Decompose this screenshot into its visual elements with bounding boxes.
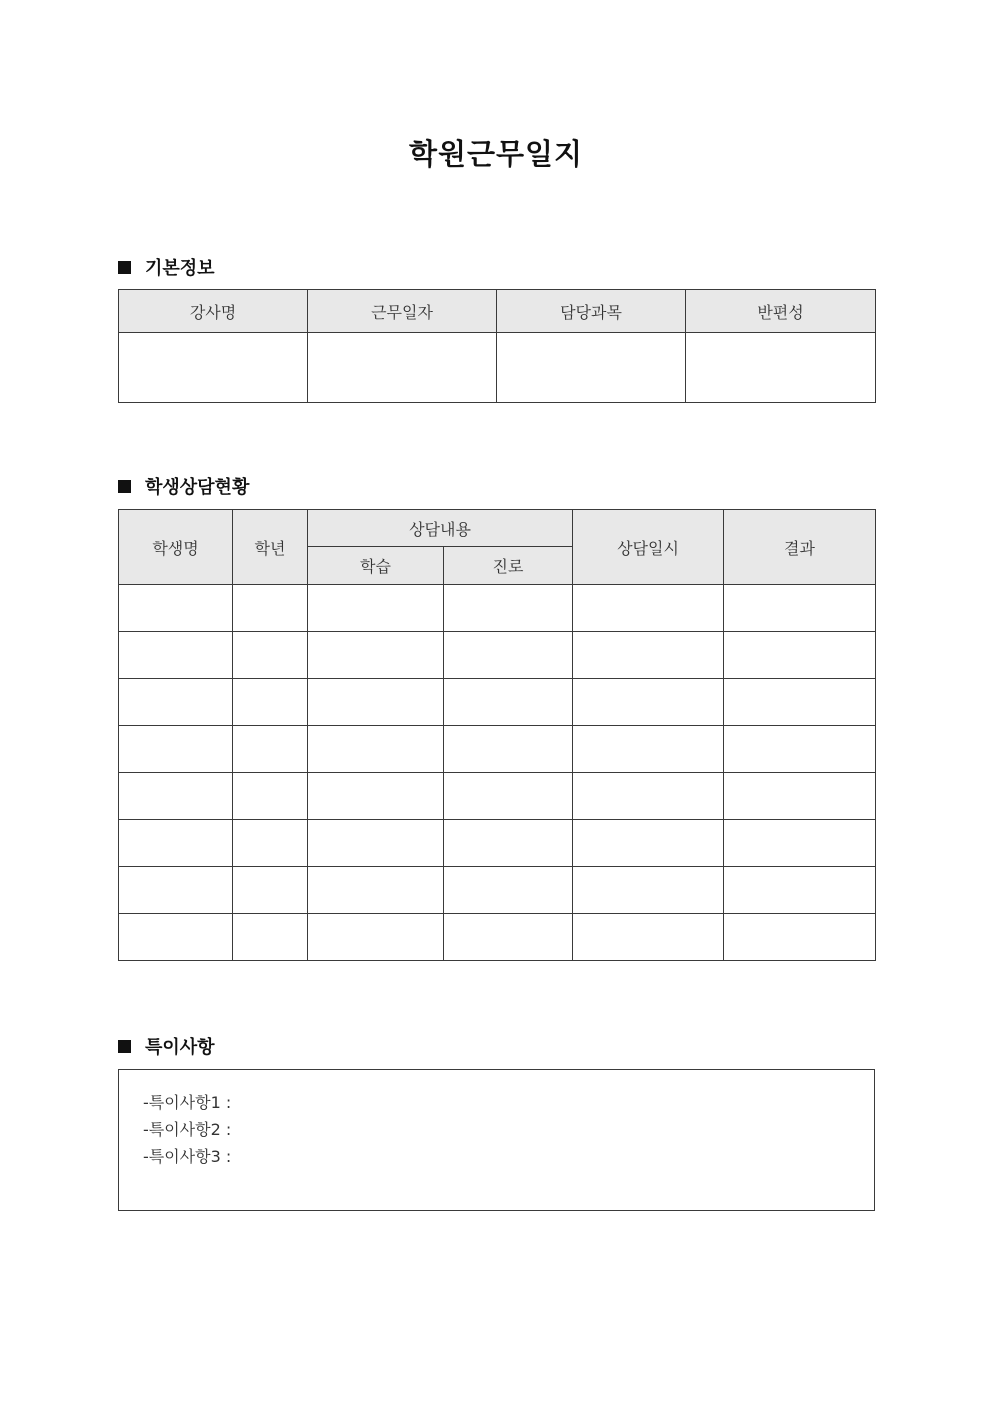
grade-cell[interactable]: [233, 679, 308, 726]
basic-info-heading-label: 기본정보: [145, 258, 215, 279]
header-counseling-content: 상담내용: [308, 510, 573, 547]
page-title: 학원근무일지: [408, 137, 584, 171]
counseling-rows: [119, 585, 876, 961]
header-student-name: 학생명: [119, 510, 233, 585]
table-row: [119, 632, 876, 679]
grade-cell[interactable]: [233, 914, 308, 961]
study-cell[interactable]: [308, 585, 444, 632]
instructor-name-cell[interactable]: [119, 333, 308, 403]
result-cell[interactable]: [724, 726, 876, 773]
counseling-heading: [118, 473, 249, 499]
career-cell[interactable]: [444, 632, 573, 679]
header-study: 학습: [308, 547, 444, 585]
note-line-2: -특이사항2 :: [143, 1120, 232, 1139]
student-name-cell[interactable]: [119, 773, 233, 820]
datetime-cell[interactable]: [573, 585, 724, 632]
square-bullet-icon: [118, 261, 131, 274]
student-name-cell[interactable]: [119, 914, 233, 961]
table-row: [119, 867, 876, 914]
career-cell[interactable]: [444, 726, 573, 773]
square-bullet-icon: [118, 1040, 131, 1053]
grade-cell[interactable]: [233, 726, 308, 773]
notes-heading-label: 특이사항: [145, 1037, 215, 1058]
study-cell[interactable]: [308, 679, 444, 726]
datetime-cell[interactable]: [573, 632, 724, 679]
grade-cell[interactable]: [233, 585, 308, 632]
result-cell[interactable]: [724, 820, 876, 867]
result-cell[interactable]: [724, 679, 876, 726]
square-bullet-icon: [118, 480, 131, 493]
grade-cell[interactable]: [233, 867, 308, 914]
work-date-cell[interactable]: [308, 333, 497, 403]
career-cell[interactable]: [444, 773, 573, 820]
notes-box[interactable]: [118, 1069, 875, 1211]
header-career: 진로: [444, 547, 573, 585]
result-cell[interactable]: [724, 867, 876, 914]
header-result: 결과: [724, 510, 876, 585]
table-row: [119, 773, 876, 820]
study-cell[interactable]: [308, 914, 444, 961]
grade-cell[interactable]: [233, 820, 308, 867]
table-row: [119, 679, 876, 726]
student-name-cell[interactable]: [119, 726, 233, 773]
study-cell[interactable]: [308, 773, 444, 820]
career-cell[interactable]: [444, 585, 573, 632]
note-line-3: -특이사항3 :: [143, 1147, 232, 1166]
table-row: [119, 333, 876, 403]
student-name-cell[interactable]: [119, 585, 233, 632]
study-cell[interactable]: [308, 867, 444, 914]
datetime-cell[interactable]: [573, 914, 724, 961]
counseling-heading-label: 학생상담현황: [145, 477, 250, 498]
career-cell[interactable]: [444, 820, 573, 867]
note-line-1: -특이사항1 :: [143, 1093, 232, 1112]
career-cell[interactable]: [444, 914, 573, 961]
counseling-table: [118, 509, 876, 961]
datetime-cell[interactable]: [573, 679, 724, 726]
study-cell[interactable]: [308, 632, 444, 679]
result-cell[interactable]: [724, 914, 876, 961]
student-name-cell[interactable]: [119, 820, 233, 867]
class-group-cell[interactable]: [686, 333, 876, 403]
header-work-date: 근무일자: [308, 290, 497, 333]
table-row: [119, 914, 876, 961]
datetime-cell[interactable]: [573, 726, 724, 773]
notes-heading: [118, 1033, 215, 1059]
study-cell[interactable]: [308, 820, 444, 867]
student-name-cell[interactable]: [119, 632, 233, 679]
datetime-cell[interactable]: [573, 867, 724, 914]
result-cell[interactable]: [724, 773, 876, 820]
header-counseling-datetime: 상담일시: [573, 510, 724, 585]
table-row: [119, 585, 876, 632]
header-instructor-name: 강사명: [119, 290, 308, 333]
datetime-cell[interactable]: [573, 773, 724, 820]
grade-cell[interactable]: [233, 773, 308, 820]
subject-cell[interactable]: [497, 333, 686, 403]
student-name-cell[interactable]: [119, 867, 233, 914]
header-subject: 담당과목: [497, 290, 686, 333]
study-cell[interactable]: [308, 726, 444, 773]
header-grade: 학년: [233, 510, 308, 585]
career-cell[interactable]: [444, 867, 573, 914]
career-cell[interactable]: [444, 679, 573, 726]
basic-info-heading: [118, 254, 215, 280]
table-row: [119, 726, 876, 773]
header-class-group: 반편성: [686, 290, 876, 333]
datetime-cell[interactable]: [573, 820, 724, 867]
table-row: [119, 820, 876, 867]
student-name-cell[interactable]: [119, 679, 233, 726]
result-cell[interactable]: [724, 632, 876, 679]
basic-info-table: [118, 289, 876, 403]
grade-cell[interactable]: [233, 632, 308, 679]
result-cell[interactable]: [724, 585, 876, 632]
